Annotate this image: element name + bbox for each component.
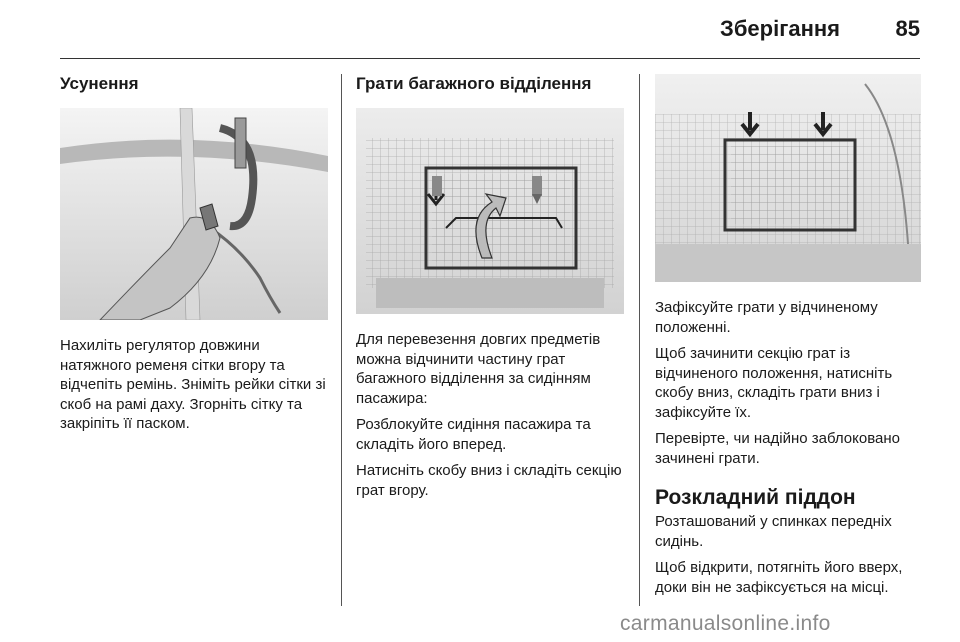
- grille-close-paragraph-1: Зафіксуйте грати у відчиненому положенні.: [655, 299, 878, 336]
- illustration-grille-fold: [356, 108, 628, 314]
- column-grille-close: [655, 74, 923, 604]
- grille-close-paragraph-3: Перевірте, чи надійно заблоковано зачинені грати.: [655, 430, 900, 467]
- cargo-grille-paragraph-1: Для перевезення довгих предметів можна відчинити частину грат багажного відділення за сидінням пасажира:: [356, 331, 601, 407]
- illustration-strap-hook: [60, 108, 330, 320]
- page-number: 85: [895, 16, 920, 41]
- section-heading-folding-tray: Розкладний піддон: [655, 486, 856, 509]
- page-header-title: Зберігання: [720, 16, 840, 41]
- column-divider: [639, 74, 640, 606]
- section-heading-removal: Усунення: [60, 74, 139, 93]
- cargo-grille-paragraph-2: Розблокуйте сидіння пасажира та складіть його вперед.: [356, 416, 591, 453]
- column-cargo-grille: [356, 72, 628, 507]
- removal-instructions: Нахиліть регулятор довжини натяжного ременя сітки вгору та відчепіть ремінь. Зніміть рейки сітки зі скоб на рамі даху. Згорніть сітку та закріпіть її паском.: [60, 337, 326, 432]
- header-rule: [60, 58, 920, 59]
- folding-tray-paragraph-1: Розташований у спинках передніх сидінь.: [655, 513, 892, 550]
- illustration-grille-lock: [655, 74, 923, 282]
- column-divider: [341, 74, 342, 606]
- section-heading-cargo-grille: Грати багажного відділення: [356, 74, 592, 93]
- cargo-grille-paragraph-3: Натисніть скобу вниз і складіть секцію грат вгору.: [356, 462, 622, 499]
- watermark: carmanualsonline.info: [620, 612, 831, 635]
- grille-close-paragraph-2: Щоб зачинити секцію грат із відчиненого положення, натисніть скобу вниз, складіть грати вниз і зафіксуйте їх.: [655, 345, 893, 421]
- folding-tray-paragraph-2: Щоб відкрити, потягніть його вверх, доки він не зафіксується на місці.: [655, 559, 903, 596]
- column-removal: [60, 72, 330, 441]
